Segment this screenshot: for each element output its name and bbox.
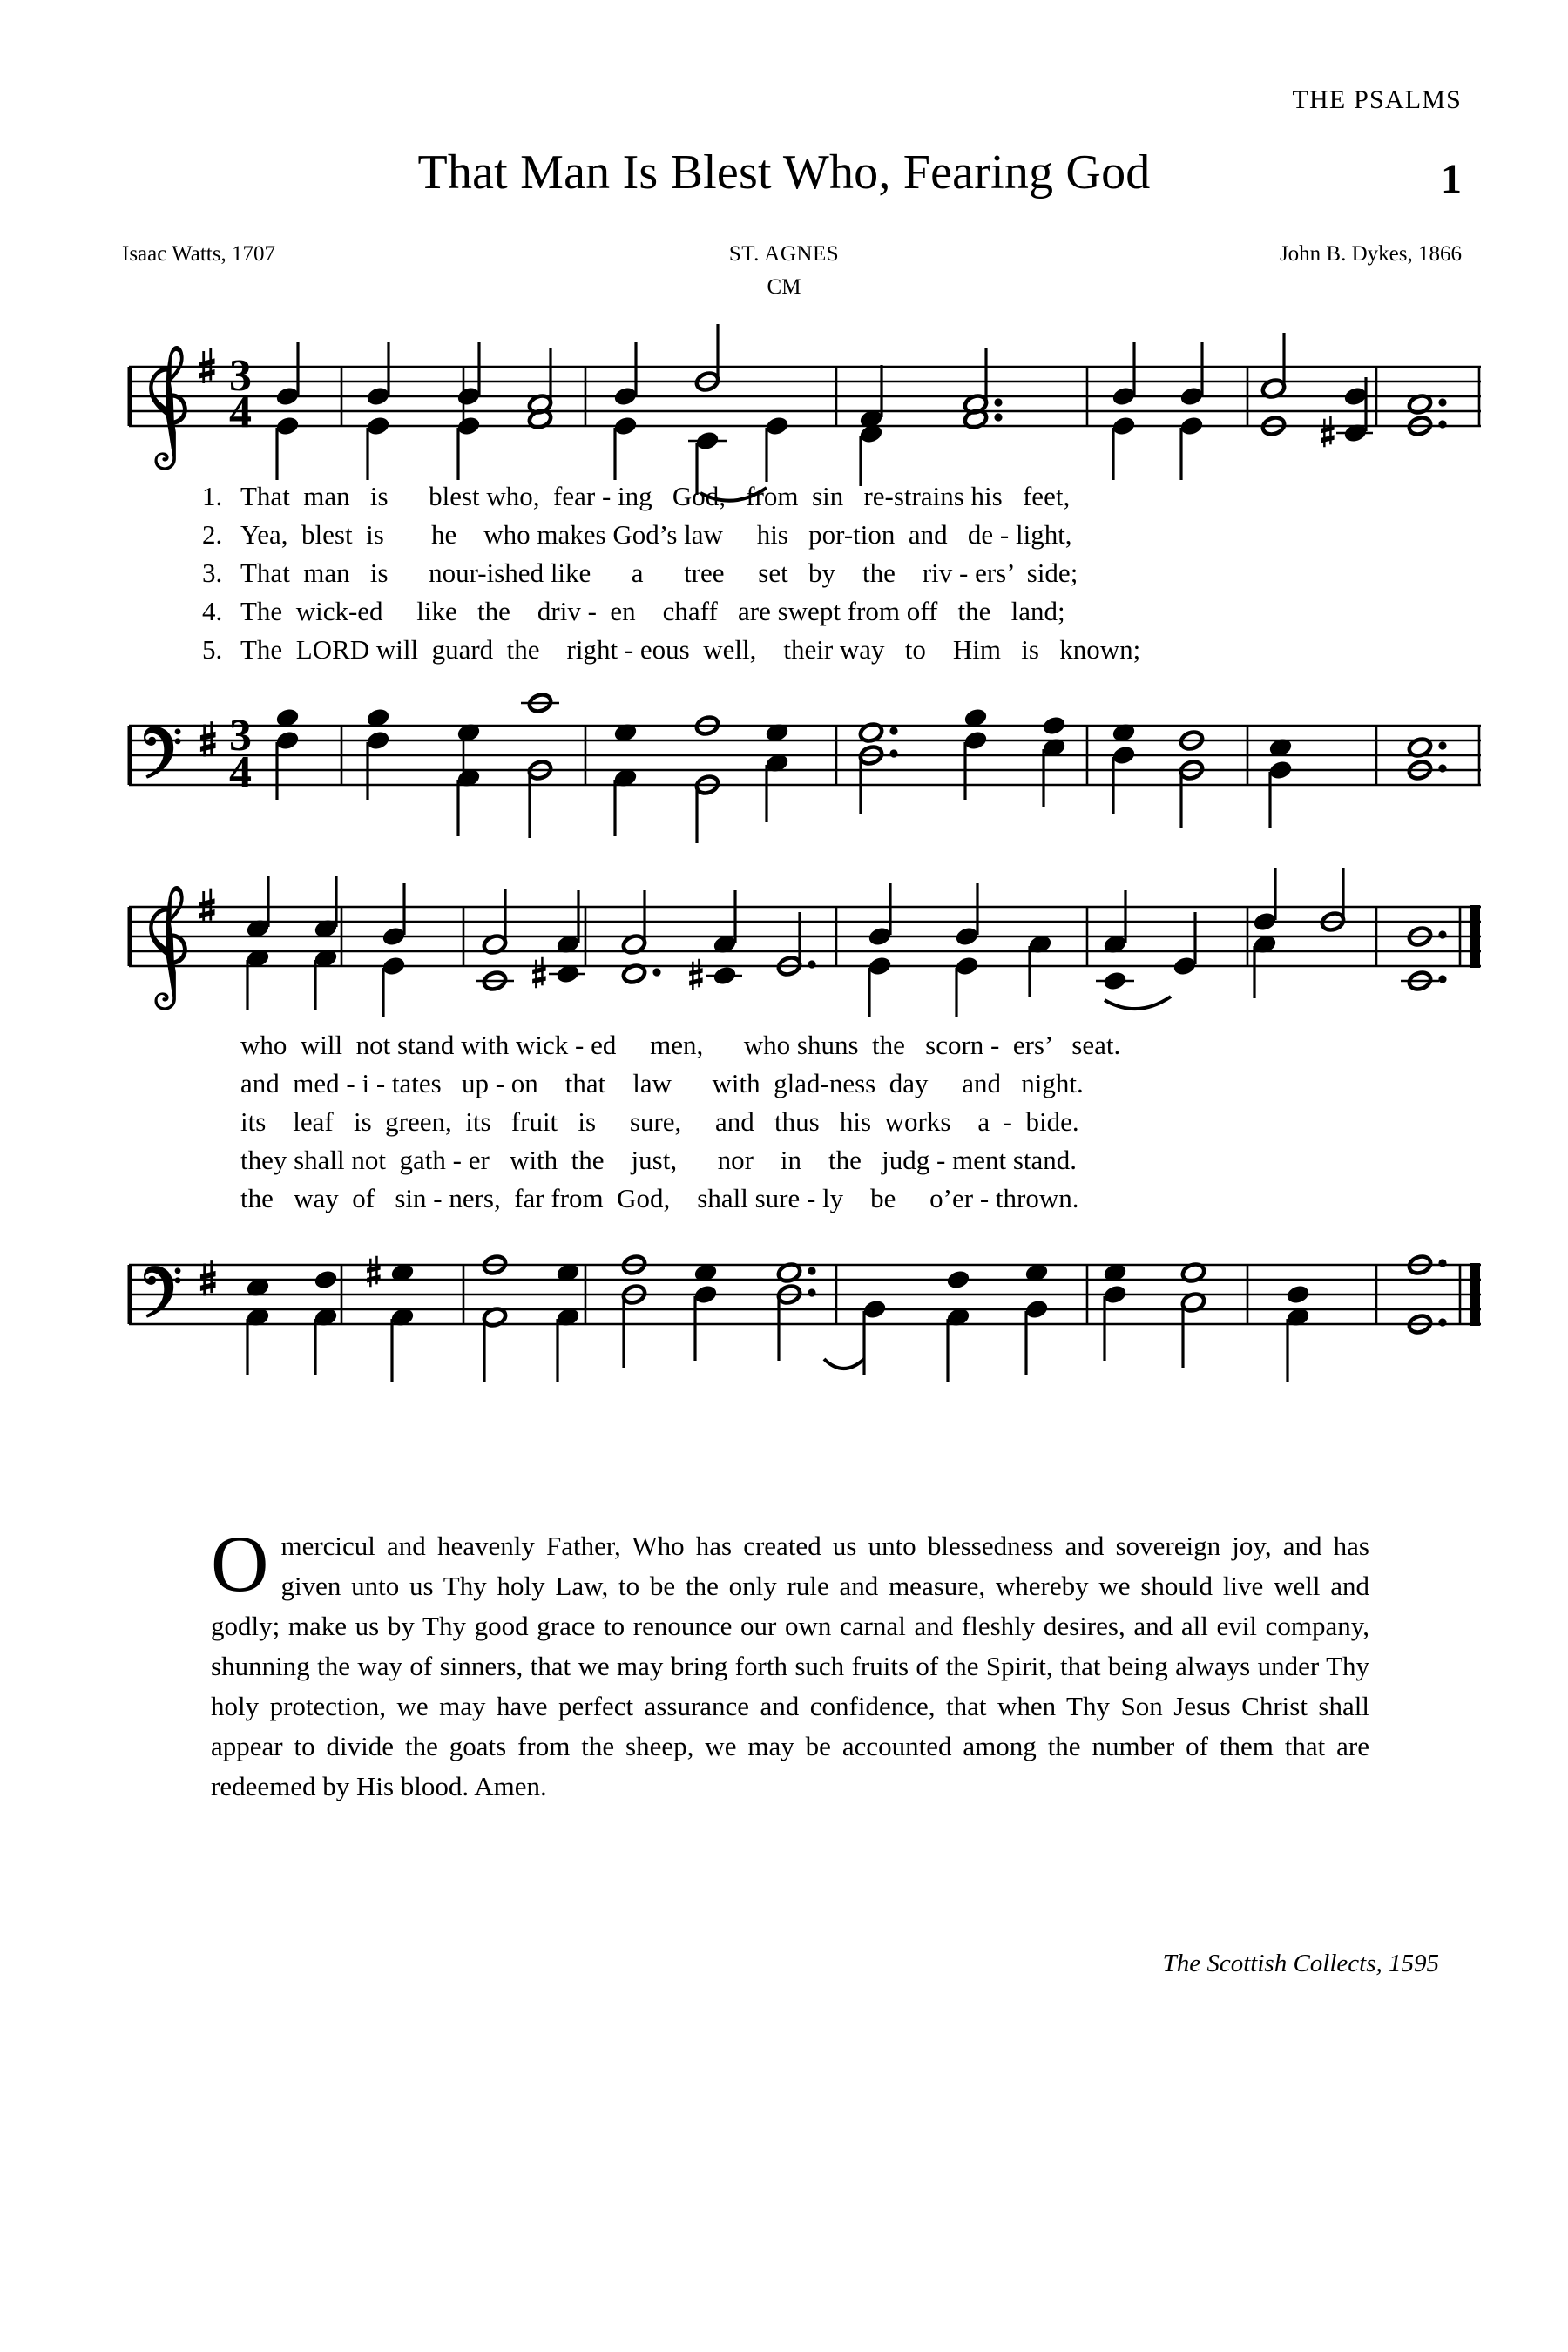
- key-signature-sharp: [200, 1260, 216, 1295]
- chord-group: [688, 324, 790, 501]
- chord-group: [274, 706, 482, 836]
- bass-clef-icon: [144, 727, 180, 779]
- chord-group: [1111, 342, 1205, 480]
- chord-group: [1407, 736, 1446, 781]
- svg-text:3: 3: [229, 711, 252, 760]
- svg-text:4: 4: [229, 747, 252, 797]
- drop-cap: O: [211, 1519, 269, 1608]
- chord-group: [1407, 1254, 1446, 1335]
- lyric-line: [0, 1103, 1568, 1141]
- svg-text:3: 3: [229, 351, 252, 401]
- treble-clef-icon: [149, 886, 187, 1010]
- accidental-sharp: [532, 957, 546, 989]
- key-signature-sharp: [200, 721, 216, 756]
- tune-meter: CM: [767, 275, 801, 299]
- chord-group: [482, 1254, 581, 1382]
- tune-name: ST. AGNES: [728, 242, 840, 266]
- chord-group: [867, 883, 1053, 1017]
- lyric-line: [0, 554, 1568, 592]
- chord-group: [527, 342, 639, 480]
- lyrics-block-second-half: [0, 1026, 1568, 1218]
- treble-clef-icon: [149, 346, 187, 470]
- key-signature-sharp: [199, 889, 215, 923]
- lyric-line: [0, 592, 1568, 631]
- chord-group: [694, 714, 790, 843]
- verse-text: who will not stand with wick - ed men, who shuns the scorn - ers’ seat.: [240, 1030, 1121, 1060]
- chord-group: [776, 912, 815, 977]
- verse-number: 1.: [202, 481, 223, 511]
- chord-group: [1260, 333, 1373, 447]
- running-head: THE PSALMS: [1292, 85, 1462, 114]
- chord-group: [963, 706, 1137, 814]
- page-title: That Man Is Blest Who, Fearing God: [417, 145, 1151, 199]
- verse-number: 3.: [202, 558, 223, 588]
- chord-group: [521, 692, 639, 838]
- verse-text: That man is nour-ished like a tree set by the riv - ers’ side;: [240, 558, 1078, 588]
- chord-group: [1179, 729, 1294, 828]
- verse-text: That man is blest who, fear - ing God, from sin re-strains his feet,: [240, 481, 1071, 511]
- verse-number: 4.: [202, 596, 223, 626]
- svg-text:4: 4: [229, 388, 252, 437]
- lyric-line: [0, 1179, 1568, 1218]
- system-2-treble-staff: [129, 868, 1481, 1017]
- author-credit: Isaac Watts, 1707: [122, 242, 275, 266]
- verse-text: the way of sin - ners, far from God, shall sure - ly be o’er - thrown.: [240, 1183, 1079, 1213]
- chord-group: [621, 890, 742, 990]
- prayer-attribution: The Scottish Collects, 1595: [1162, 1950, 1439, 1977]
- hymn-number: 1: [1441, 156, 1462, 202]
- chord-group: [858, 348, 1002, 486]
- chord-group: [858, 721, 897, 814]
- prayer-text: mercicul and heavenly Father, Who has created us unto blessedness and sovereign joy, and has given unto us Thy holy Law, to be the only rule and measure, whereby we should live well and godly; make us by Thy good grace to renounce our own carnal and fleshly desires, and all evil company, shunning the way of sinners, that we may bring forth such fruits of the Spirit, that being always under Thy holy protection, we may have perfect assurance and confidence, that when Thy Son Jesus Christ shall appear to divide the goats from the sheep, we may be accounted among the number of them that are redeemed by His blood. Amen.: [211, 1531, 1369, 1801]
- chord-group: [945, 1261, 1128, 1382]
- system-1-bass-staff: [129, 692, 1481, 843]
- verse-text: The LORD will guard the right - eous well, their way to Him is known;: [240, 634, 1141, 665]
- verse-text: and med - i - tates up - on that law with glad-ness day and night.: [240, 1068, 1084, 1098]
- verse-text: The wick-ed like the driv - en chaff are swept from off the land;: [240, 596, 1065, 626]
- chord-group: [245, 1256, 416, 1382]
- verse-text: Yea, blest is he who makes God’s law his por-tion and de - light,: [240, 519, 1072, 550]
- verse-text: its leaf is green, its fruit is sure, and thus his works a - bide.: [240, 1106, 1079, 1137]
- prayer-paragraph: [211, 1519, 1369, 1807]
- lyric-line: [0, 1141, 1568, 1179]
- accidental-sharp: [367, 1256, 381, 1288]
- divine-name-smallcaps: LORD: [295, 634, 370, 665]
- system-2-bass-staff: [129, 1254, 1481, 1382]
- accidental-sharp: [689, 959, 703, 990]
- lyric-line: [0, 1026, 1568, 1064]
- time-signature: [229, 351, 252, 437]
- chord-group: [621, 1254, 719, 1368]
- lyric-line: [0, 477, 1568, 516]
- verse-text: they shall not gath - er with the just, nor in the judg - ment stand.: [240, 1145, 1078, 1175]
- verse-number: 2.: [202, 519, 223, 550]
- accidental-sharp: [1321, 416, 1335, 448]
- chord-group: [1096, 868, 1278, 1009]
- lyrics-block-first-half: [0, 477, 1568, 669]
- lyric-line: [0, 1064, 1568, 1103]
- lyric-line: [0, 631, 1568, 669]
- bass-clef-icon: [144, 1266, 180, 1318]
- composer-credit: John B. Dykes, 1866: [1279, 242, 1462, 266]
- chord-group: [1407, 393, 1446, 436]
- lyric-line: [0, 516, 1568, 554]
- chord-group: [1180, 1261, 1311, 1382]
- chord-group: [1320, 868, 1446, 992]
- system-1-treble-staff: [129, 324, 1481, 501]
- chord-group: [245, 876, 407, 1017]
- key-signature-sharp: [199, 348, 215, 383]
- chord-group: [476, 889, 585, 992]
- time-signature: [229, 711, 252, 797]
- verse-number: 5.: [202, 634, 223, 665]
- chord-group: [776, 1261, 888, 1375]
- chord-group: [274, 342, 482, 480]
